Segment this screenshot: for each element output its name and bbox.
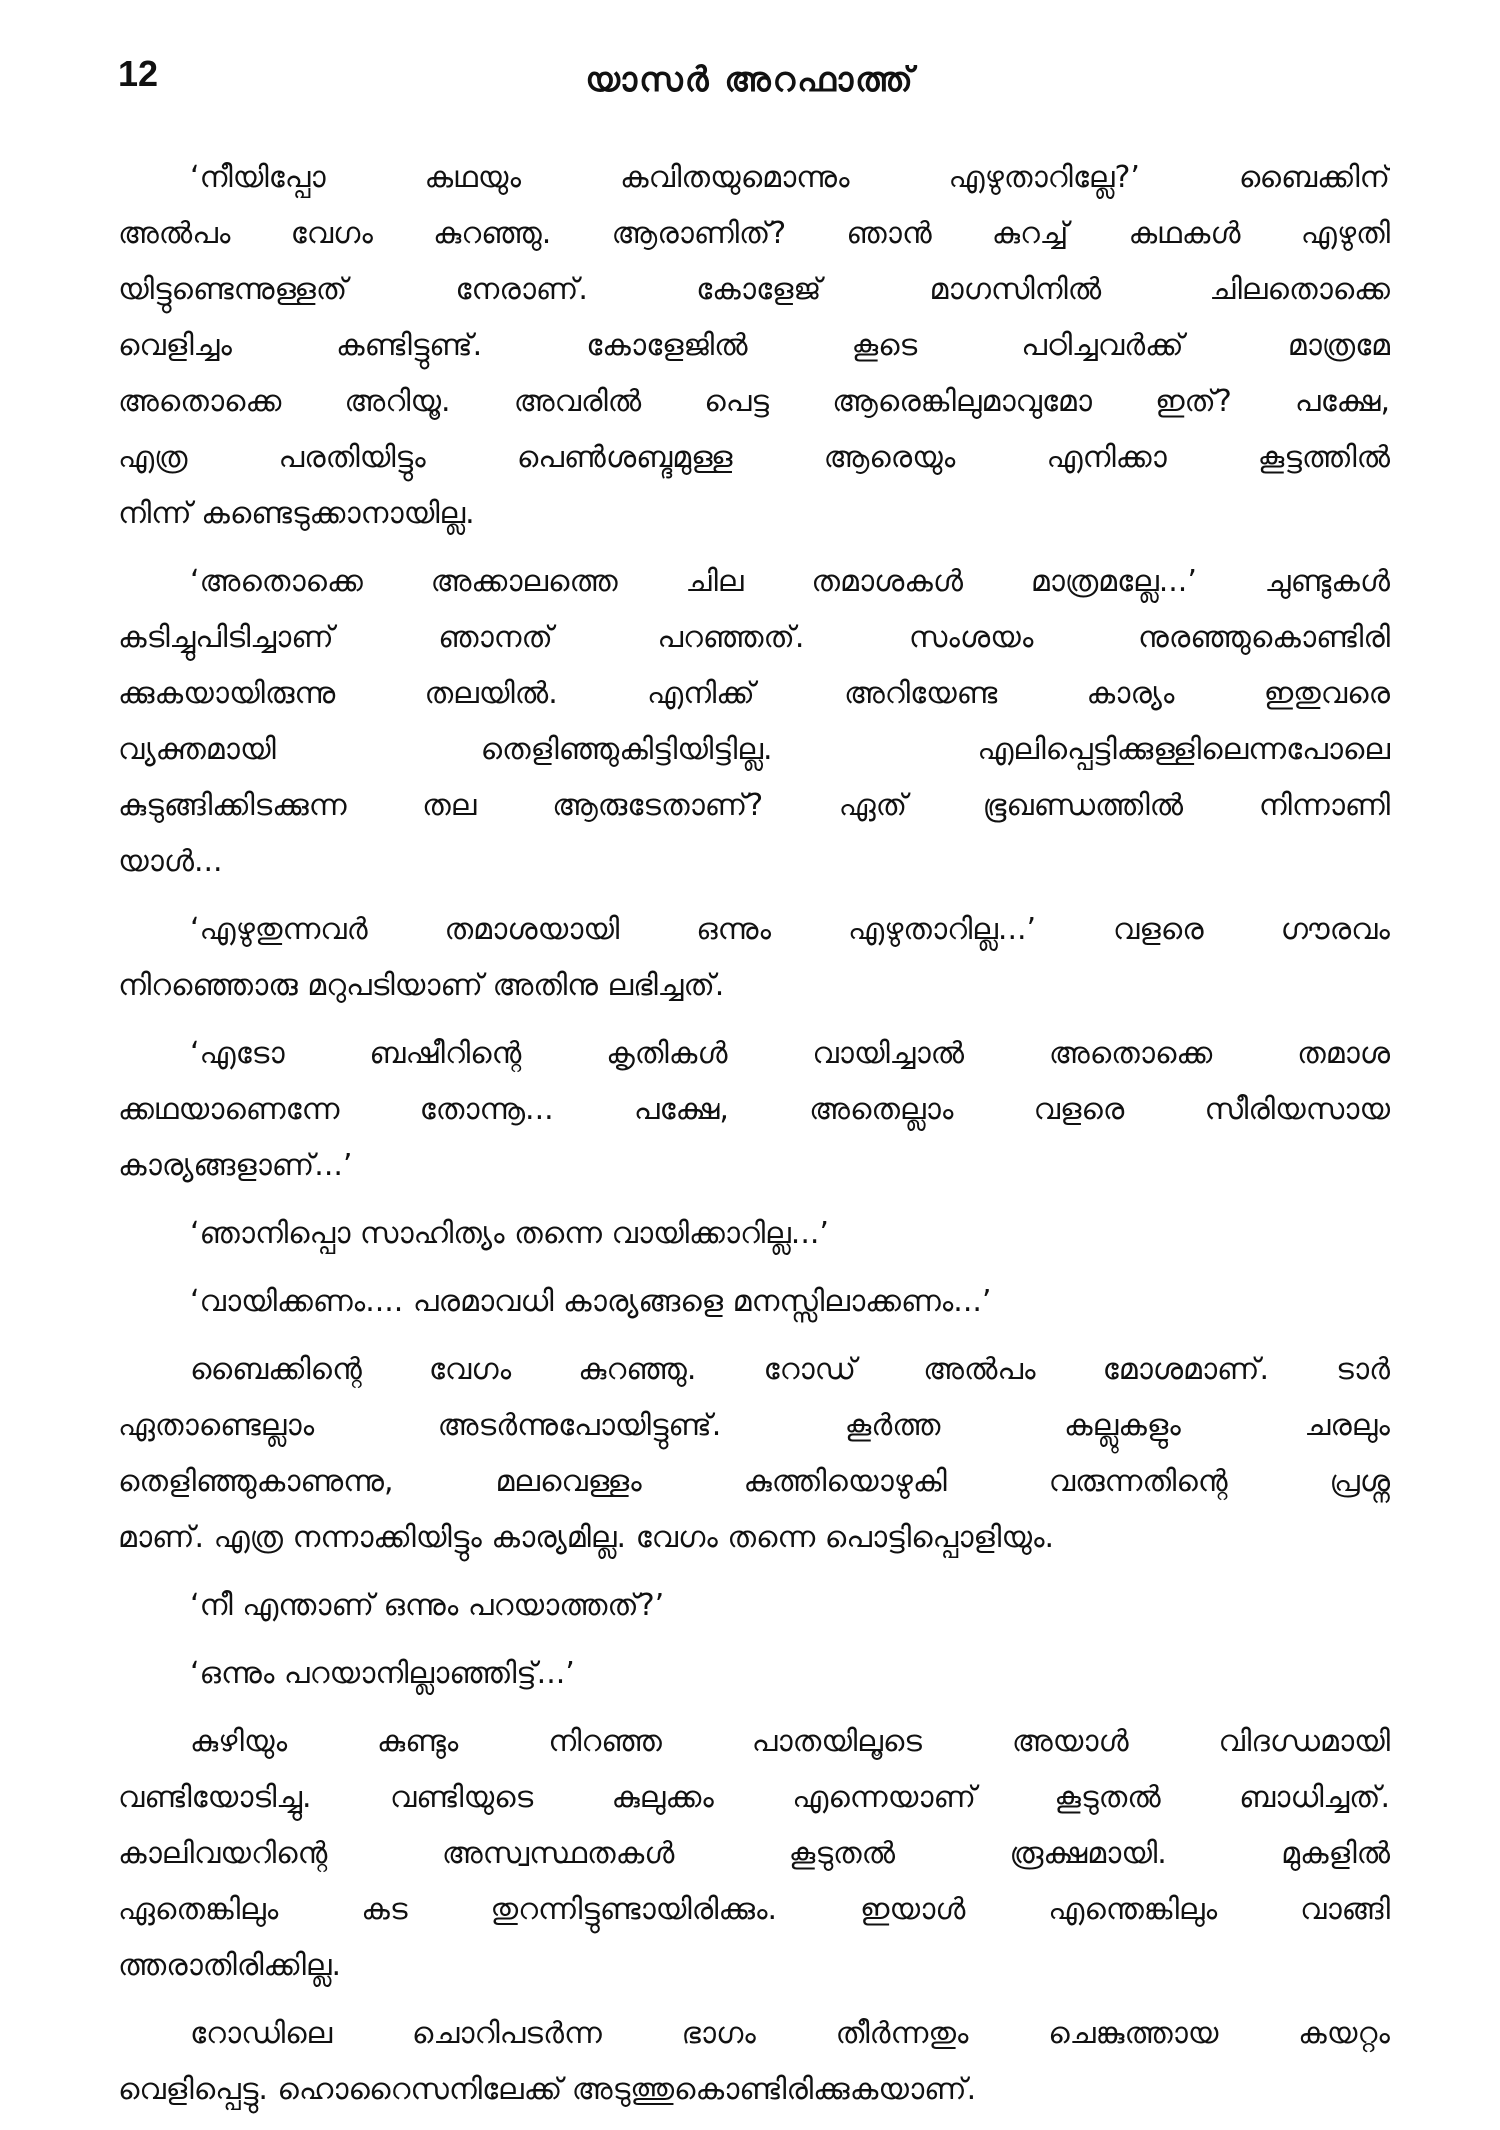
text-line: ക്കുകയായിരുന്നു തലയിൽ. എനിക്ക് അറിയേണ്ട കാര്യം ഇതുവരെ	[118, 676, 1390, 711]
text-line: തെളിഞ്ഞുകാണുന്നു, മലവെള്ളം കുത്തിയൊഴുകി വരുന്നതിന്റെ പ്രശ്ന	[118, 1464, 1390, 1499]
text-line: കുടുങ്ങിക്കിടക്കുന്ന തല ആരുടേതാണ്? ഏത് ഭൂഖണ്ഡത്തിൽ നിന്നാണി	[118, 788, 1390, 823]
paragraph	[118, 1578, 1390, 1634]
paragraph	[118, 1026, 1390, 1194]
body-text	[118, 150, 1390, 2130]
paragraph	[118, 902, 1390, 1014]
text-line: ത്തരാതിരിക്കില്ല.	[118, 1948, 342, 1983]
paragraph	[118, 1714, 1390, 1994]
text-line: വെളിച്ചം കണ്ടിട്ടുണ്ട്. കോളേജിൽ കൂടെ പഠിച്ചവർക്ക് മാത്രമേ	[118, 328, 1390, 363]
text-line: അൽപം വേഗം കുറഞ്ഞു. ആരാണിത്? ഞാൻ കുറച്ച് കഥകൾ എഴുതി	[118, 216, 1390, 251]
text-line: വ്യക്തമായി തെളിഞ്ഞുകിട്ടിയിട്ടില്ല. എലിപ്പെട്ടിക്കുള്ളിലെന്നപോലെ	[118, 732, 1390, 767]
text-line: നിറഞ്ഞൊരു മറുപടിയാണ് അതിനു ലഭിച്ചത്.	[118, 968, 725, 1003]
paragraph	[118, 1646, 1390, 1702]
text-line: കാര്യങ്ങളാണ്...’	[118, 1148, 353, 1183]
text-line: വെളിപ്പെട്ടു. ഹൊറൈസനിലേക്ക് അടുത്തുകൊണ്ടിരിക്കുകയാണ്.	[118, 2072, 977, 2107]
text-line: ക്കഥയാണെന്നേ തോന്നൂ... പക്ഷേ, അതെല്ലാം വളരെ സീരിയസായ	[118, 1092, 1390, 1127]
text-line: യാൾ...	[118, 844, 223, 879]
text-line: ‘ഒന്നും പറയാനില്ലാഞ്ഞിട്ട്...’	[190, 1656, 575, 1691]
text-line: ‘വായിക്കണം.... പരമാവധി കാര്യങ്ങളെ മനസ്സിലാക്കണം...’	[190, 1284, 992, 1319]
page-number: 12	[118, 53, 159, 94]
text-line: യിട്ടുണ്ടെന്നുള്ളത് നേരാണ്. കോളേജ് മാഗസിനിൽ ചിലതൊക്കെ	[118, 272, 1390, 307]
text-line: ബൈക്കിന്റെ വേഗം കുറഞ്ഞു. റോഡ് അൽപം മോശമാണ്. ടാർ	[190, 1352, 1390, 1387]
text-line: അതൊക്കെ അറിയൂ. അവരിൽ പെട്ട ആരെങ്കിലുമാവുമോ ഇത്? പക്ഷേ,	[118, 384, 1390, 419]
paragraph	[118, 1206, 1390, 1262]
paragraph	[118, 150, 1390, 542]
text-line: ‘നീ എന്താണ് ഒന്നും പറയാത്തത്?’	[190, 1588, 665, 1623]
text-line: കാലിവയറിന്റെ അസ്വസ്ഥതകൾ കൂടുതൽ രൂക്ഷമായി. മുകളിൽ	[118, 1836, 1390, 1871]
paragraph	[118, 1274, 1390, 1330]
text-line: ‘എഴുതുന്നവർ തമാശയായി ഒന്നും എഴുതാറില്ല...’ വളരെ ഗൗരവം	[190, 912, 1390, 947]
text-line: നിന്ന് കണ്ടെടുക്കാനായില്ല.	[118, 496, 475, 531]
text-line: വണ്ടിയോടിച്ചു. വണ്ടിയുടെ കുലുക്കം എന്നെയാണ് കൂടുതൽ ബാധിച്ചത്.	[118, 1780, 1390, 1815]
text-line: ഏതാണ്ടെല്ലാം അടർന്നുപോയിട്ടുണ്ട്. കൂർത്ത കല്ലുകളും ചരലും	[118, 1408, 1390, 1443]
paragraph	[118, 1342, 1390, 1566]
text-line: ഏതെങ്കിലും കട തുറന്നിട്ടുണ്ടായിരിക്കും. ഇയാൾ എന്തെങ്കിലും വാങ്ങി	[118, 1892, 1390, 1927]
text-line: ‘നീയിപ്പോ കഥയും കവിതയുമൊന്നും എഴുതാറില്ലേ?’ ബൈക്കിന്	[190, 160, 1390, 195]
text-line: ‘ഞാനിപ്പൊ സാഹിത്യം തന്നെ വായിക്കാറില്ല...’	[190, 1216, 829, 1251]
paragraph	[118, 2006, 1390, 2118]
text-line: കുഴിയും കുണ്ടും നിറഞ്ഞ പാതയിലൂടെ അയാൾ വിദഗ്ധമായി	[190, 1724, 1390, 1759]
text-line: കടിച്ചുപിടിച്ചാണ് ഞാനത് പറഞ്ഞത്. സംശയം നുരഞ്ഞുകൊണ്ടിരി	[118, 620, 1390, 655]
text-line: ‘എടോ ബഷീറിന്റെ കൃതികൾ വായിച്ചാൽ അതൊക്കെ തമാശ	[190, 1036, 1390, 1071]
text-line: റോഡിലെ ചൊറിപടർന്ന ഭാഗം തീർന്നതും ചെങ്കുത്തായ കയറ്റം	[190, 2016, 1390, 2051]
text-line: എത്ര പരതിയിട്ടും പെൺശബ്ദമുള്ള ആരെയും എനിക്കാ കൂട്ടത്തിൽ	[118, 440, 1390, 475]
paragraph	[118, 554, 1390, 890]
text-line: ‘അതൊക്കെ അക്കാലത്തെ ചില തമാശകൾ മാത്രമല്ലേ...’ ചുണ്ടുകൾ	[190, 564, 1390, 599]
running-title: യാസർ അറഫാത്ത്	[585, 60, 915, 100]
text-line: മാണ്. എത്ര നന്നാക്കിയിട്ടും കാര്യമില്ല. വേഗം തന്നെ പൊട്ടിപ്പൊളിയും.	[118, 1520, 1055, 1555]
